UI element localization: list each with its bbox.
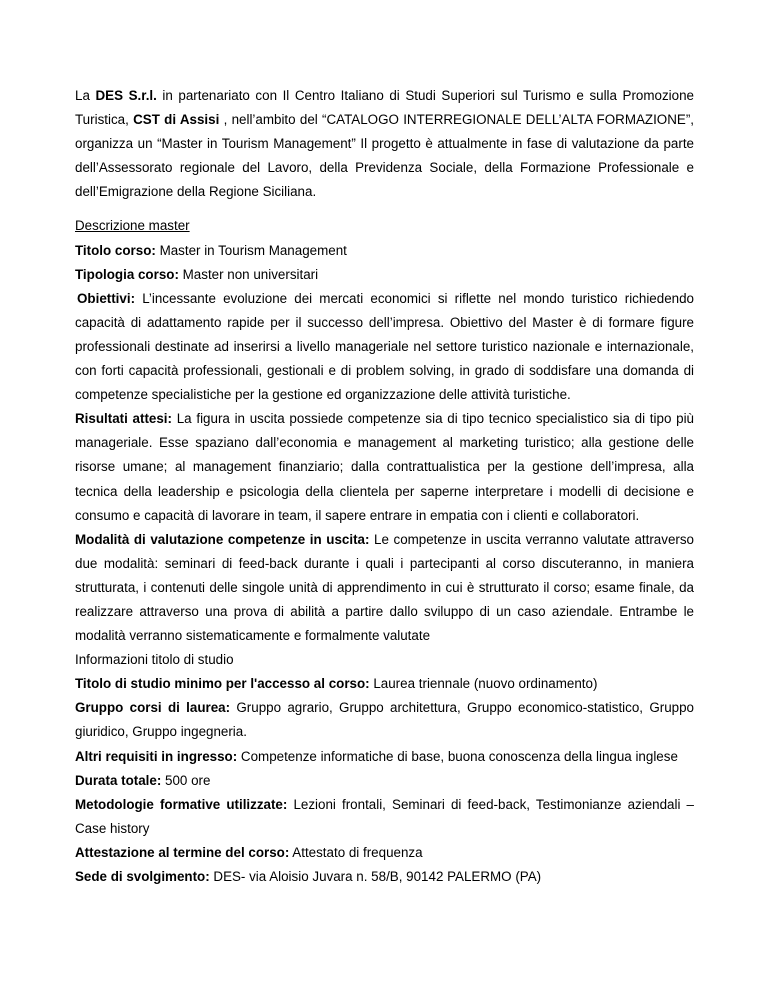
field-titolo-studio	[75, 672, 694, 696]
field-label: Modalità di valutazione competenze in uscita:	[75, 531, 370, 547]
field-label: Tipologia corso:	[75, 266, 179, 282]
partner-name: CST di Assisi	[133, 112, 220, 128]
field-label: Gruppo corsi di laurea:	[75, 700, 231, 716]
section-title-text: Descrizione master	[75, 218, 190, 234]
field-label: Sede di svolgimento:	[75, 869, 210, 884]
company-name: DES S.r.l.	[95, 88, 157, 103]
field-label: Risultati attesi:	[75, 411, 172, 427]
info-heading	[75, 648, 694, 672]
field-label: Titolo corso:	[75, 242, 156, 258]
intro-text: in partenariato con Il Centro Italiano di Studi Superiori sul Turismo e sulla Promozione Turistica,	[75, 88, 694, 128]
field-modalita-valutazione	[75, 528, 694, 648]
field-value: Master in Tourism Management	[155, 242, 347, 258]
field-value: La figura in uscita possiede competenze sia di tipo tecnico specialistico sia di tipo più manageriale. Esse spaziano dall’economia e management al marketing turistico; alla gestione delle risorse umane; al management finanziario; dalla contrattualistica per la gestione dell’impresa, alla tecnica della leadership e psicologia della clientela per saperne interpretare i modelli di decisione e consumo e capacità di lavorare in team, il sapere entrare in empatia con i clienti e collaboratori.	[75, 411, 694, 523]
field-label: Obiettivi:	[77, 290, 136, 306]
field-gruppo-corsi	[75, 696, 694, 744]
field-altri-requisiti	[75, 745, 694, 769]
info-heading-text: Informazioni titolo di studio	[75, 652, 234, 668]
field-label: Attestazione al termine del corso:	[75, 844, 290, 860]
field-value: L’incessante evoluzione dei mercati economici si riflette nel mondo turistico richiedendo capacità di adattamento rapide per il successo dell’impresa. Obiettivo del Master è di formare figure professionali destinate ad inserirsi a livello manageriale nel settore turistico nazionale e internazionale, con forti capacità professionali, gestionali e di problem solving, in grado di soddisfare una domanda di competenze specialistiche per la gestione ed organizzazione delle attività turistiche.	[75, 290, 694, 403]
field-attestazione	[75, 841, 694, 865]
field-value: Competenze informatiche di base, buona conoscenza della lingua inglese	[237, 748, 678, 764]
field-value: 500 ore	[161, 772, 211, 788]
field-label: Durata totale:	[75, 772, 162, 788]
field-tipologia-corso	[75, 263, 694, 287]
field-sede	[75, 865, 694, 889]
field-metodologie	[75, 793, 694, 841]
field-label: Titolo di studio minimo per l'accesso al corso:	[75, 676, 370, 692]
intro-paragraph	[75, 84, 694, 204]
field-durata-totale	[75, 769, 694, 793]
field-label: Metodologie formative utilizzate:	[75, 796, 288, 812]
field-value: Laurea triennale (nuovo ordinamento)	[369, 676, 598, 692]
field-label: Altri requisiti in ingresso:	[75, 748, 238, 764]
field-value: DES- via Aloisio Juvara n. 58/B, 90142 PALERMO (PA)	[209, 869, 542, 884]
field-risultati-attesi	[75, 407, 694, 527]
field-value: Le competenze in uscita verranno valutate attraverso due modalità: seminari di feed-back durante i quali i partecipanti al corso discuteranno, in maniera strutturata, i contenuti delle singole unità di apprendimento in cui è strutturato il corso; esame finale, da realizzare attraverso una prova di abilità a partire dallo sviluppo di un caso aziendale. Entrambe le modalità verranno sistematicamente e formalmente valutate	[75, 531, 695, 644]
document-page	[75, 84, 694, 889]
field-titolo-corso	[75, 239, 694, 263]
intro-text: , nell’ambito del “CATALOGO INTERREGIONALE DELL’ALTA FORMAZIONE”, organizza un “Master in Tourism Management” Il progetto è attualmente in fase di valutazione da parte dell’Assessorato regionale del Lavoro, della Previdenza Sociale, della Formazione Professionale e dell’Emigrazione della Regione Siciliana.	[75, 112, 694, 200]
field-value: Attestato di frequenza	[289, 844, 423, 860]
field-obiettivi	[75, 287, 694, 407]
field-value: Lezioni frontali, Seminari di feed-back, Testimonianze aziendali – Case history	[75, 796, 694, 836]
field-value: Master non universitari	[178, 266, 319, 282]
field-value: Gruppo agrario, Gruppo architettura, Gruppo economico-statistico, Gruppo giuridico, Gruppo ingegneria.	[75, 700, 694, 740]
section-title	[75, 214, 694, 238]
intro-text: La	[75, 88, 96, 103]
